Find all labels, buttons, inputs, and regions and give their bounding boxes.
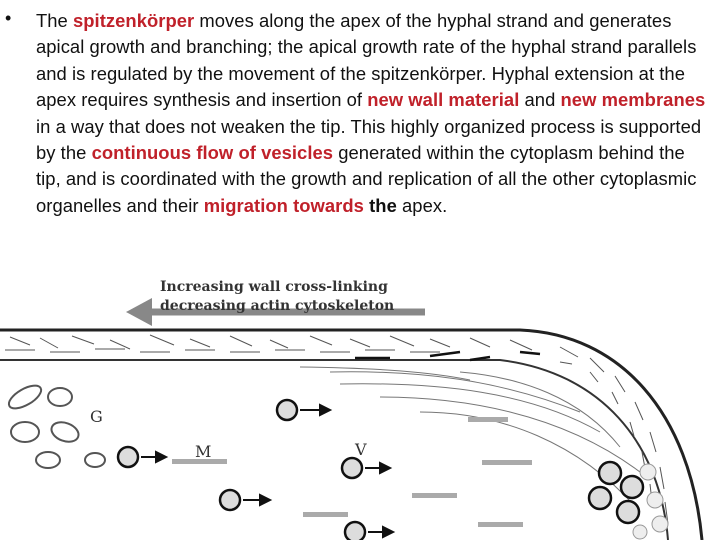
text-run: generated within the cytoplasm behind the tip, and is coordinated with the growth and replication of all the other cytoplasmic organelles and their — [36, 142, 697, 216]
wall-accent-strokes — [355, 352, 540, 360]
highlight-spitzenkorper: spitzenkörper — [73, 10, 195, 31]
text-run: in a way that does not weaken the tip. This highly organized process is supported by the — [36, 115, 702, 164]
bullet-marker: • — [5, 8, 12, 28]
organelle-label-m: M — [195, 442, 212, 461]
text-run: and — [519, 89, 561, 111]
text-run: apex. — [396, 194, 448, 216]
text-run: The — [36, 10, 73, 31]
highlight-new-membranes: new membranes — [560, 89, 706, 111]
organelle-label-g: G — [90, 407, 103, 426]
direction-arrow-head — [126, 298, 152, 326]
paragraph — [36, 8, 712, 219]
wall-crosslink-hatching — [5, 335, 668, 524]
highlight-migration-towards: migration towards — [203, 194, 364, 216]
highlight-new-wall-material: new wall material — [367, 89, 520, 111]
highlight-continuous-flow: continuous flow of vesicles — [91, 142, 334, 164]
figure-label-line-1: Increasing wall cross-linking — [160, 279, 388, 295]
figure-label-line-2: decreasing actin cytoskeleton — [160, 298, 395, 314]
actin-filaments — [300, 367, 640, 512]
vesicles — [118, 400, 668, 540]
organelle-label-v: V — [355, 440, 367, 459]
text-run: moves along the apex of the hyphal strand and generates apical growth and branching; the apical growth rate of the hyphal strand parallels and is regulated by the movement of the spitzenkörper. Hyphal extension at the apex requires synthesis and insertion of — [36, 10, 697, 111]
hyphal-tip-figure — [0, 272, 720, 540]
text-run: the — [363, 194, 397, 216]
